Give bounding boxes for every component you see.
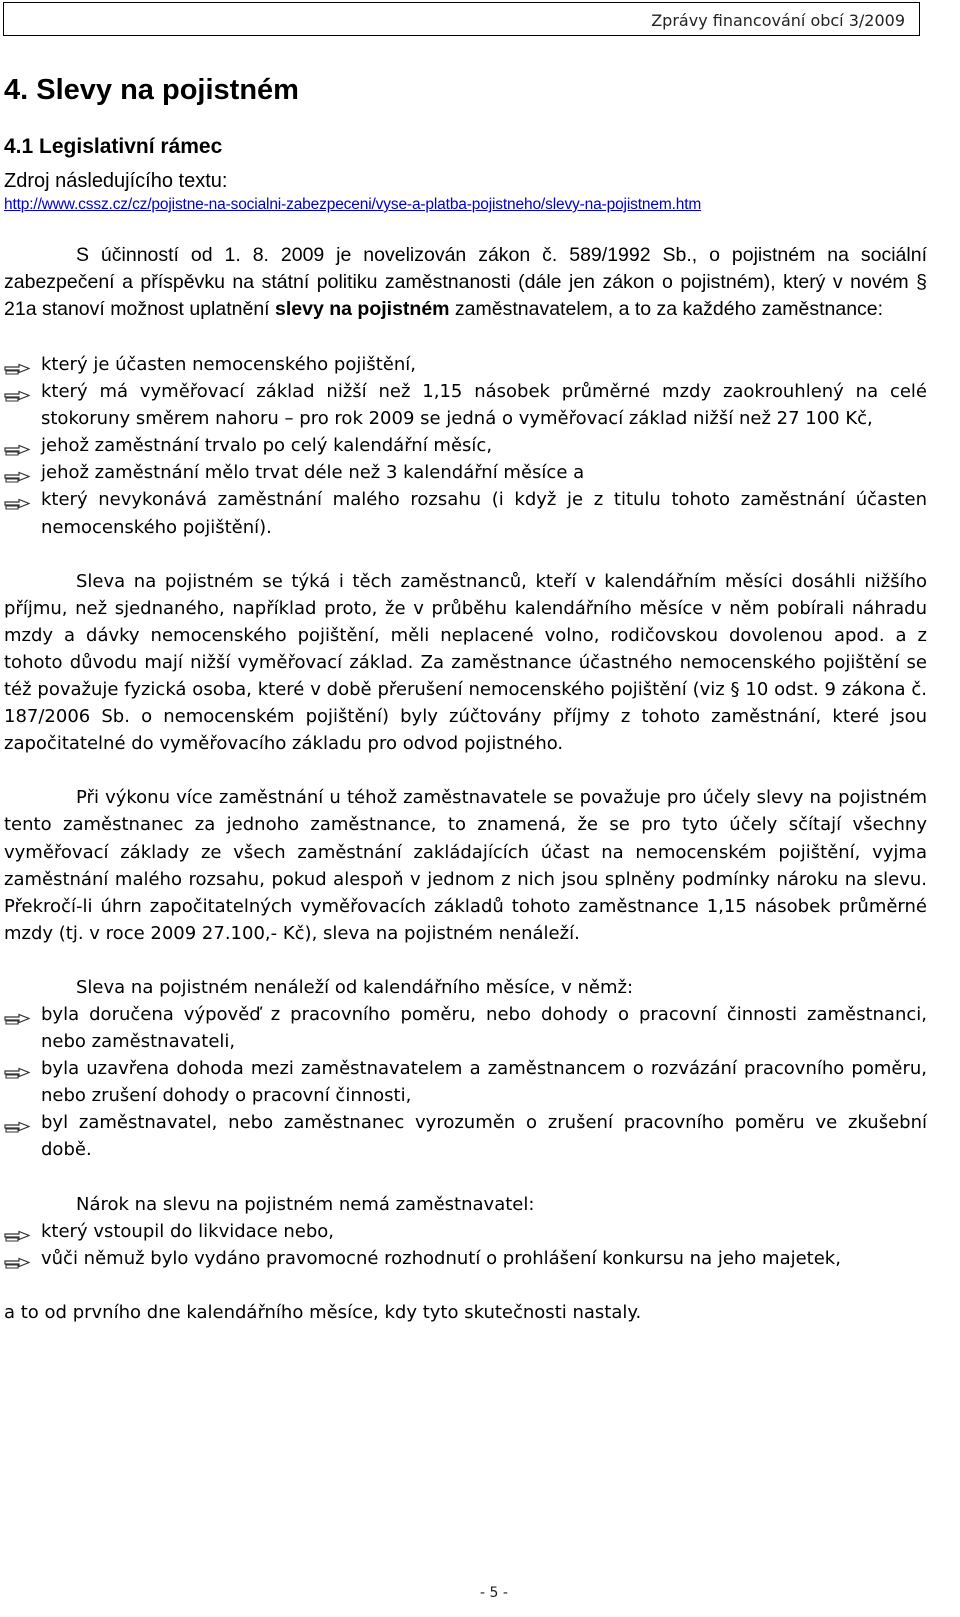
pointing-hand-icon — [4, 1251, 30, 1265]
list-item: byla uzavřena dohoda mezi zaměstnavatelem a zaměstnancem o rozvázání pracovního poměru, nebo zrušení dohody o pracovní činnosti, — [4, 1055, 927, 1109]
list-item: který vstoupil do likvidace nebo, — [4, 1218, 927, 1245]
conditions-list — [4, 351, 927, 541]
intro-text-after: zaměstnavatelem, a to za každého zaměstnance: — [449, 298, 884, 321]
intro-bold-text: slevy na pojistném — [275, 298, 450, 321]
paragraph-2: Sleva na pojistném se týká i těch zaměstnanců, kteří v kalendářním měsíci dosáhli nižšího příjmu, než sjednaného, například proto, že v průběhu kalendářního měsíce v něm pobírali náhradu mzdy a dávky nemocenského pojištění, měli neplacené volno, rodičovskou dovolenou apod. a z tohoto důvodu mají nižší vyměřovací základ. Za zaměstnance účastného nemocenského pojištění se též považuje fyzická osoba, které v době přerušení nemocenského pojištění (viz § 10 odst. 9 zákona č. 187/2006 Sb. o nemocenském pojištění) byly zúčtovány příjmy z tohoto zaměstnání, které jsou započitatelné do vyměřovacího základu pro odvod pojistného. — [4, 570, 927, 755]
list-item: vůči němuž bylo vydáno pravomocné rozhodnutí o prohlášení konkursu na jeho majetek, — [4, 1245, 927, 1272]
list-item: který má vyměřovací základ nižší než 1,15 násobek průměrné mzdy zaokrouhlený na celé stokoruny směrem nahoru – pro rok 2009 se jedná o vyměřovací základ nižší než 27 100 Kč, — [4, 378, 927, 432]
pointing-hand-icon — [4, 465, 30, 479]
source-label: Zdroj následujícího textu: — [4, 170, 228, 192]
termination-list — [4, 1001, 927, 1164]
intro-paragraph — [4, 242, 927, 323]
pointing-hand-icon — [4, 438, 30, 452]
paragraph-5-intro: Nárok na slevu na pojistném nemá zaměstnavatel: — [76, 1193, 535, 1215]
header-title: Zprávy financování obcí 3/2009 — [651, 11, 905, 30]
pointing-hand-icon — [4, 1115, 30, 1129]
intro-text-before: S účinností od 1. 8. 2009 je novelizován zákon č. 589/1992 Sb., o pojistném na sociální zabezpečení a příspěvku na státní politiku zaměstnanosti (dále jen zákon o pojistném), který v novém § 21a stanoví možnost uplatnění — [4, 244, 927, 321]
source-link[interactable]: http://www.cssz.cz/cz/pojistne-na-socialni-zabezpeceni/vyse-a-platba-pojistneho/slevy-na-pojistnem.htm — [4, 196, 702, 213]
list-item: jehož zaměstnání mělo trvat déle než 3 kalendářní měsíce a — [4, 459, 927, 486]
intro-block — [4, 242, 927, 323]
list-item: byla doručena výpověď z pracovního poměru, nebo dohody o pracovní činnosti zaměstnanci, nebo zaměstnavateli, — [4, 1001, 927, 1055]
list-item: jehož zaměstnání trvalo po celý kalendářní měsíc, — [4, 432, 927, 459]
list-item: který nevykonává zaměstnání malého rozsahu (i když je z titulu tohoto zaměstnání účasten nemocenského pojištění). — [4, 486, 927, 540]
page-header — [3, 2, 920, 36]
pointing-hand-icon — [4, 1007, 30, 1021]
page-number: - 5 - — [480, 1585, 508, 1601]
pointing-hand-icon — [4, 1224, 30, 1238]
paragraph-4-intro: Sleva na pojistném nenáleží od kalendářního měsíce, v němž: — [76, 976, 634, 998]
list-item: byl zaměstnavatel, nebo zaměstnanec vyrozuměn o zrušení pracovního poměru ve zkušební době. — [4, 1109, 927, 1163]
pointing-hand-icon — [4, 384, 30, 398]
list-item: který je účasten nemocenského pojištění, — [4, 351, 927, 378]
pointing-hand-icon — [4, 1061, 30, 1075]
document-body — [4, 351, 927, 1326]
closing-paragraph: a to od prvního dne kalendářního měsíce, kdy tyto skutečnosti nastaly. — [4, 1301, 642, 1323]
pointing-hand-icon — [4, 492, 30, 506]
employer-list — [4, 1218, 927, 1272]
subsection-title: 4.1 Legislativní rámec — [4, 135, 223, 158]
pointing-hand-icon — [4, 357, 30, 371]
section-title: 4. Slevy na pojistném — [4, 74, 299, 106]
paragraph-3: Při výkonu více zaměstnání u téhož zaměstnavatele se považuje pro účely slevy na pojistném tento zaměstnanec za jednoho zaměstnance, to znamená, že se pro tyto účely sčítají všechny vyměřovací základy ze všech zaměstnání zakládajících účast na nemocenském pojištění, vyjma zaměstnání malého rozsahu, pokud alespoň v jednom z nich jsou splněny podmínky nároku na slevu. Překročí-li úhrn započitatelných vyměřovacích základů tohoto zaměstnance 1,15 násobek průměrné mzdy (tj. v roce 2009 27.100,- Kč), sleva na pojistném nenáleží. — [4, 787, 927, 944]
